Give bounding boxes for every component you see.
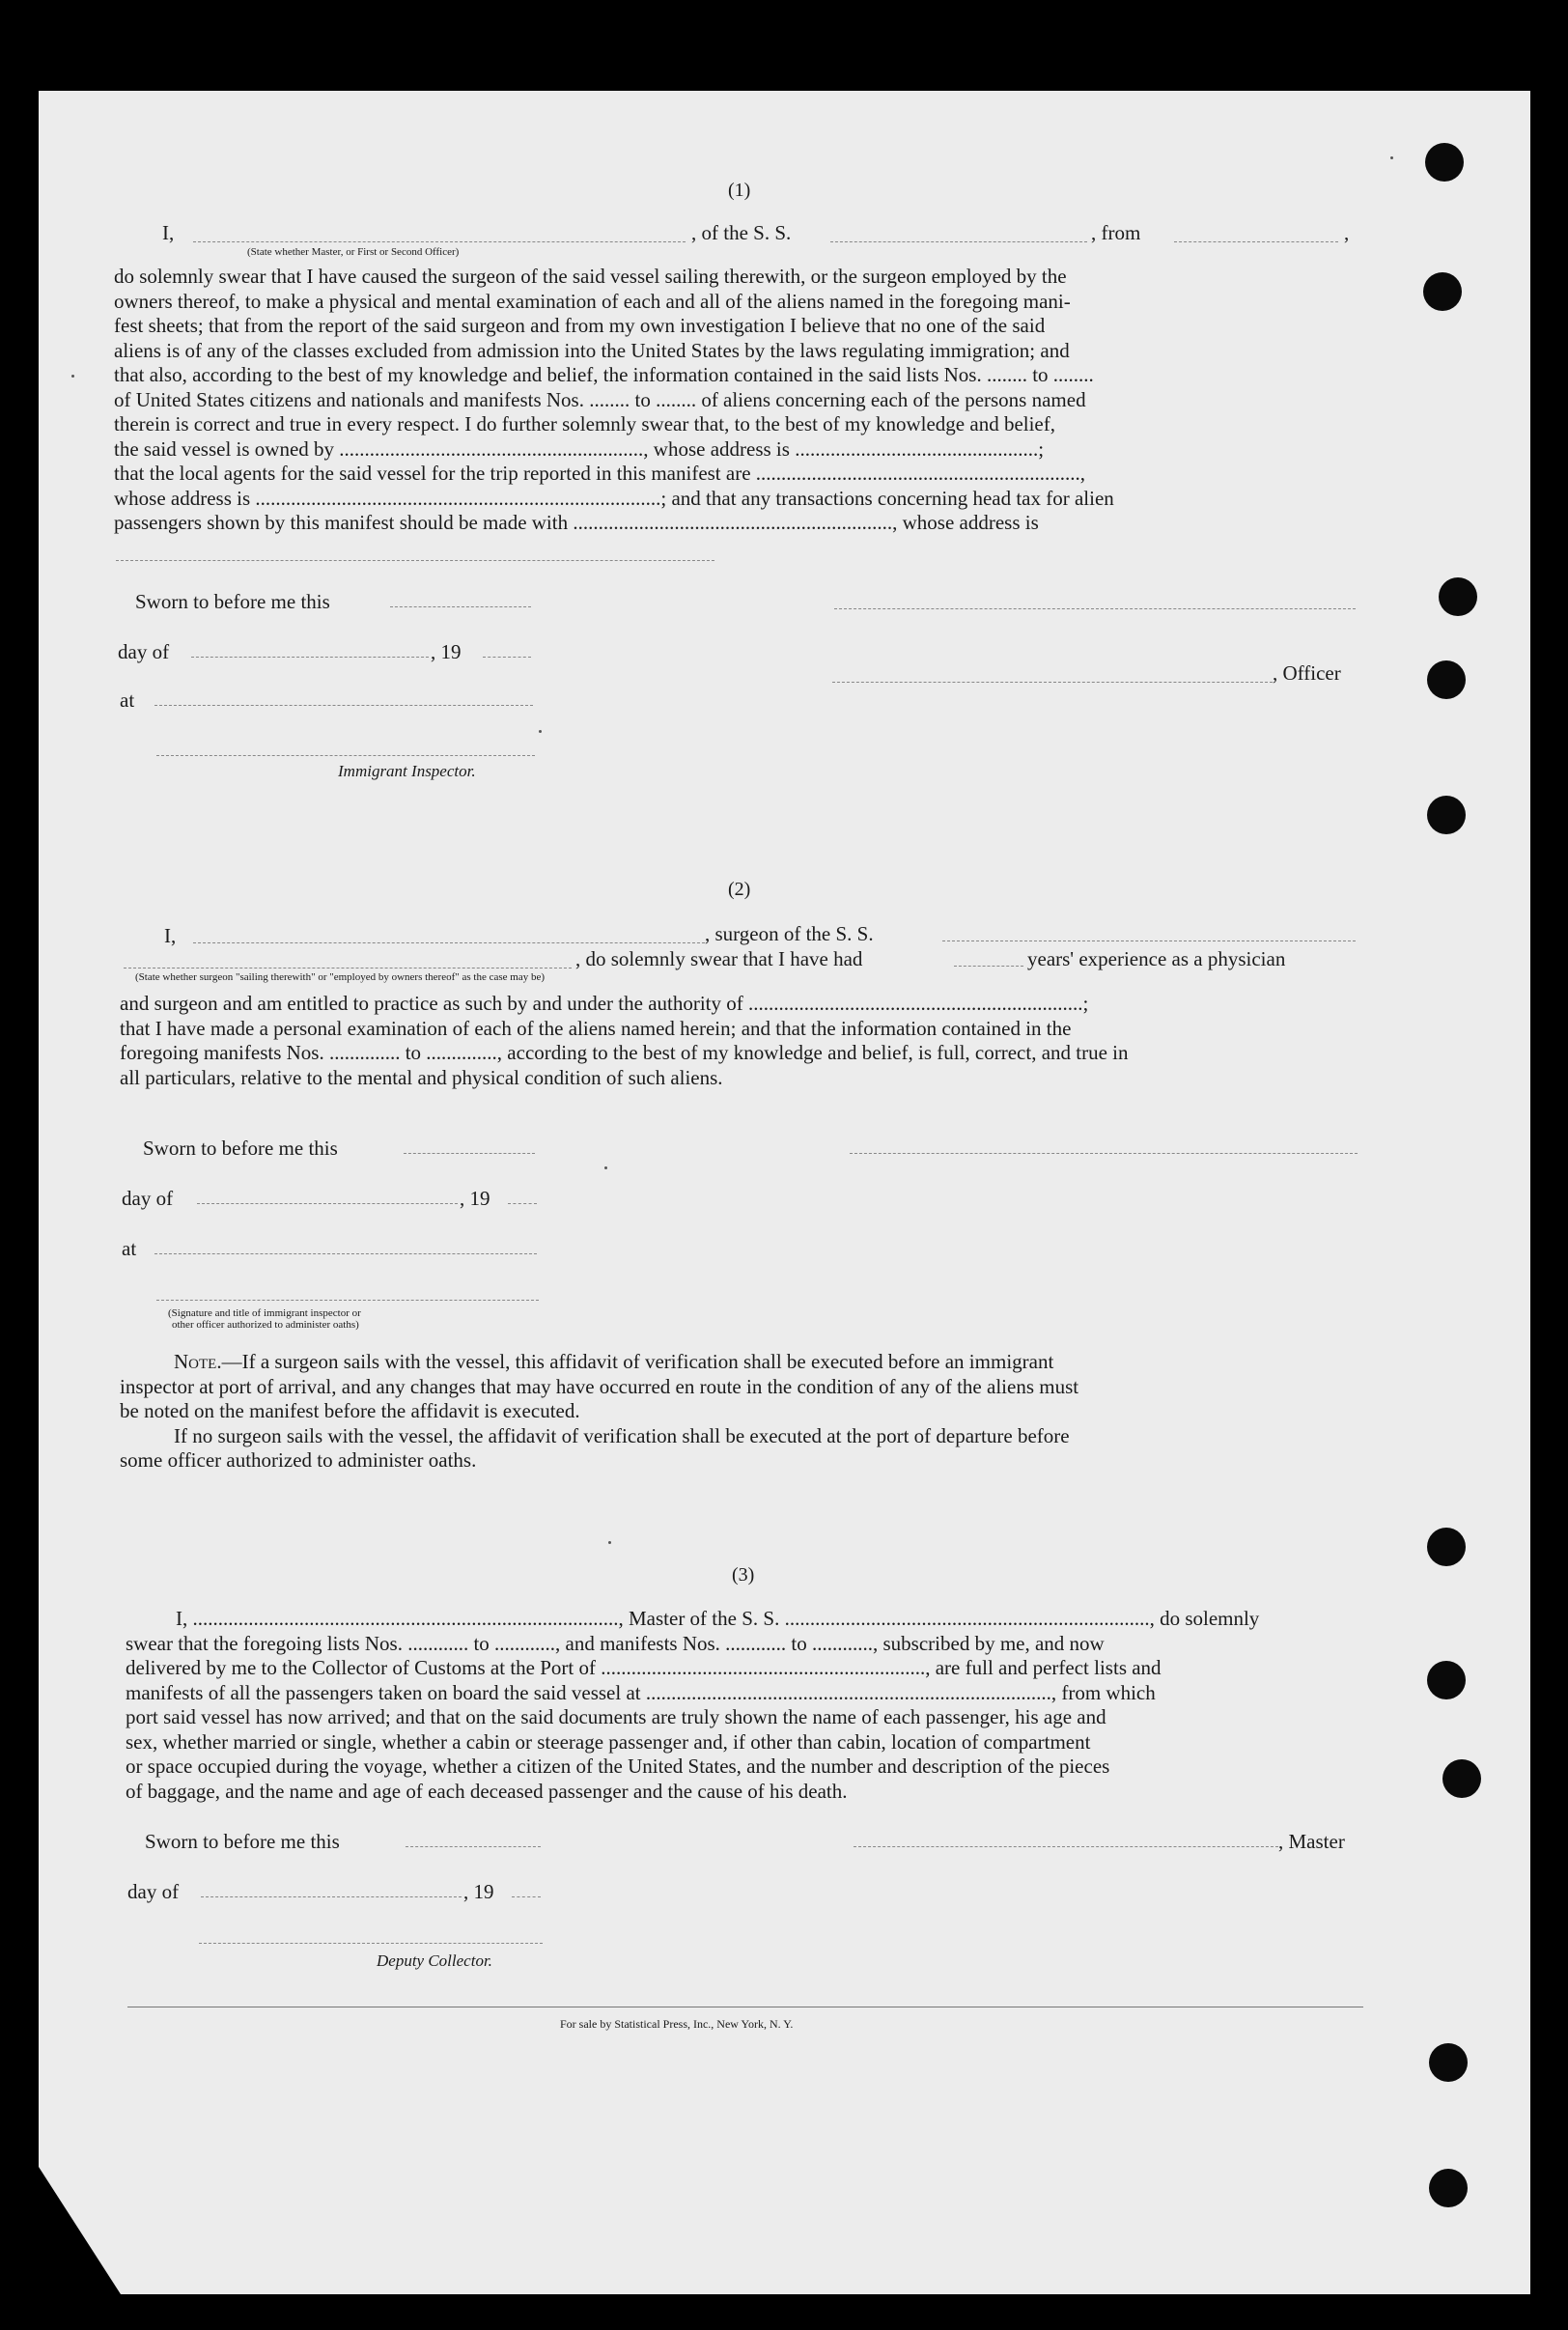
note-text — [120, 1350, 1359, 1474]
sworn-day-field-2[interactable] — [404, 1153, 535, 1154]
oath-line: manifests of all the passengers taken on board the said vessel at ................................................................................, from which — [126, 1680, 1156, 1704]
punch-hole-1 — [1425, 143, 1464, 182]
note-line: be noted on the manifest before the affidavit is executed. — [120, 1399, 580, 1422]
note-line: some officer authorized to administer oaths. — [120, 1448, 477, 1472]
oath-line: that the local agents for the said vessel for the trip reported in this manifest are ................................................................, — [114, 462, 1086, 485]
years-field[interactable] — [954, 966, 1023, 967]
paper-speck — [71, 375, 74, 378]
punch-hole-2 — [1423, 272, 1462, 311]
address-continuation-field[interactable] — [116, 560, 714, 561]
punch-hole-7 — [1427, 1661, 1466, 1699]
section-1-number: (1) — [728, 180, 751, 201]
oath-line: of baggage, and the name and age of each deceased passenger and the cause of his death. — [126, 1779, 848, 1803]
officer-label: , Officer — [1273, 661, 1341, 685]
punch-hole-5 — [1427, 796, 1466, 834]
at-label-1: at — [120, 688, 135, 712]
oath-line: sex, whether married or single, whether a cabin or steerage passenger and, if other than cabin, location of compartment — [126, 1729, 1091, 1754]
years-experience-label: years' experience as a physician — [1027, 947, 1286, 970]
oath-line: port said vessel has now arrived; and that on the said documents are truly shown the name of each passenger, his age and — [126, 1705, 1106, 1728]
month-field-3[interactable] — [201, 1896, 462, 1897]
sworn-label-2: Sworn to before me this — [143, 1137, 338, 1160]
oath-line: do solemnly swear that I have caused the surgeon of the said vessel sailing therewith, or the surgeon employed by the — [114, 265, 1067, 288]
day-of-label-1: day of — [118, 640, 170, 663]
immigrant-inspector-label: Immigrant Inspector. — [338, 762, 476, 780]
inspector-signature-line[interactable] — [156, 755, 535, 756]
note-line: inspector at port of arrival, and any changes that may have occurred en route in the condition of any of the aliens must — [120, 1374, 1079, 1398]
from-label: , from — [1091, 221, 1141, 244]
oath-line: delivered by me to the Collector of Customs at the Port of ................................................................, are full and perfect lists and — [126, 1656, 1162, 1679]
oath-line: owners thereof, to make a physical and mental examination of each and all of the aliens named in the foregoing mani- — [114, 289, 1071, 313]
punch-hole-3 — [1439, 577, 1477, 616]
section-2-oath-text — [120, 992, 1358, 1090]
collector-signature-line[interactable] — [199, 1943, 543, 1944]
section-3-number: (3) — [732, 1564, 755, 1586]
vessel-name-field[interactable] — [830, 241, 1087, 242]
paper-speck — [608, 1541, 611, 1544]
oath-line: foregoing manifests Nos. .............. to .............., according to the best of my knowledge and belief, is full, correct, and true in — [120, 1041, 1129, 1064]
oath-line: I, ...................................................................................., Master of the S. S. ........................................................................, do solemnly — [176, 1607, 1260, 1630]
officer-signature-line-1[interactable] — [834, 608, 1356, 609]
punch-hole-10 — [1429, 2169, 1468, 2207]
sworn-label-1: Sworn to before me this — [135, 590, 330, 613]
section-1-i: I, — [162, 221, 175, 244]
role-hint: (State whether Master, or First or Second Officer) — [247, 246, 460, 258]
day-of-label-2: day of — [122, 1187, 174, 1210]
officer-signature-line-2[interactable] — [832, 682, 1273, 683]
section-2-number: (2) — [728, 879, 751, 900]
place-field-1[interactable] — [154, 705, 533, 706]
year-field-1[interactable] — [483, 657, 531, 658]
of-ss-label: , of the S. S. — [691, 221, 792, 244]
place-field-2[interactable] — [154, 1253, 537, 1254]
surgeon-name-field[interactable] — [193, 942, 705, 943]
master-label: , Master — [1278, 1830, 1345, 1853]
punch-hole-6 — [1427, 1528, 1466, 1566]
year-label-1: , 19 — [431, 640, 462, 663]
officer-name-field[interactable] — [193, 241, 686, 242]
signature-hint-1: (Signature and title of immigrant inspector or — [168, 1307, 361, 1319]
oath-line: all particulars, relative to the mental and physical condition of such aliens. — [120, 1065, 723, 1089]
oath-line: and surgeon and am entitled to practice as such by and under the authority of ..................................................................; — [120, 992, 1089, 1015]
year-field-3[interactable] — [512, 1896, 541, 1897]
section-2-i: I, — [164, 924, 177, 947]
at-label-2: at — [122, 1237, 137, 1260]
oath-line: the said vessel is owned by ............................................................, whose address is ................................................; — [114, 436, 1045, 461]
punch-hole-9 — [1429, 2043, 1468, 2082]
deputy-collector-label: Deputy Collector. — [377, 1951, 492, 1970]
note-line: If no surgeon sails with the vessel, the affidavit of verification shall be executed at the port of departure before — [174, 1423, 1070, 1447]
oath-line: therein is correct and true in every respect. I do further solemnly swear that, to the best of my knowledge and belief, — [114, 412, 1055, 435]
sworn-day-field-1[interactable] — [390, 606, 531, 607]
vessel-name-field-2[interactable] — [942, 940, 1356, 941]
oath-line: or space occupied during the voyage, whether a citizen of the United States, and the number and description of the pieces — [126, 1755, 1110, 1778]
sworn-day-field-3[interactable] — [406, 1846, 541, 1847]
section-3-oath-text — [126, 1607, 1363, 1804]
oath-line: swear that the foregoing lists Nos. ............ to ............, and manifests Nos. ............ to ............, subscribed by me, and now — [126, 1631, 1105, 1655]
day-of-label-3: day of — [127, 1880, 180, 1903]
month-field-2[interactable] — [197, 1203, 458, 1204]
punch-hole-4 — [1427, 660, 1466, 699]
master-signature-line[interactable] — [854, 1846, 1278, 1847]
oath-line: of United States citizens and nationals and manifests Nos. ........ to ........ of aliens concerning each of the persons named — [114, 387, 1086, 411]
signature-hint-2: other officer authorized to administer oaths) — [172, 1319, 359, 1331]
month-field-1[interactable] — [191, 657, 429, 658]
punch-hole-8 — [1442, 1759, 1481, 1798]
section-1-oath-text — [114, 265, 1354, 536]
surgeon-signature-line[interactable] — [850, 1153, 1358, 1154]
paper-speck — [539, 730, 542, 733]
year-label-3: , 19 — [463, 1880, 494, 1903]
oath-line: whose address is ................................................................................; and that any transactions concerning head tax for alien — [114, 486, 1114, 510]
officer-signature-line-3[interactable] — [156, 1300, 539, 1301]
oath-line: passengers shown by this manifest should be made with ..............................................................., whose address is — [114, 511, 1039, 534]
paper-speck — [604, 1166, 607, 1169]
oath-line: fest sheets; that from the report of the said surgeon and from my own investigation I believe that no one of the said — [114, 314, 1046, 337]
note-line-text: —If a surgeon sails with the vessel, this affidavit of verification shall be executed before an immigrant — [221, 1350, 1054, 1373]
note-label: Note. — [174, 1350, 222, 1373]
paper-speck — [1390, 156, 1393, 159]
year-label-2: , 19 — [460, 1187, 490, 1210]
oath-line: that I have made a personal examination of each of the aliens named herein; and that the information contained in the — [120, 1016, 1072, 1040]
year-field-2[interactable] — [508, 1203, 537, 1204]
port-from-field[interactable] — [1174, 241, 1338, 242]
section-1-comma: , — [1344, 221, 1350, 244]
do-solemnly-label: , do solemnly swear that I have had — [575, 947, 863, 970]
footer-printer: For sale by Statistical Press, Inc., New York, N. Y. — [560, 2017, 794, 2031]
note-line-1 — [120, 1350, 1359, 1375]
surgeon-type-hint: (State whether surgeon "sailing therewith" or "employed by owners thereof" as the case may be) — [135, 971, 546, 983]
oath-line: that also, according to the best of my knowledge and belief, the information contained in the said lists Nos. ........ to ........ — [114, 363, 1094, 386]
surgeon-of-label: , surgeon of the S. S. — [705, 922, 874, 945]
oath-line: aliens is of any of the classes excluded from admission into the United States by the laws regulating immigration; and — [114, 338, 1070, 362]
sworn-label-3: Sworn to before me this — [145, 1830, 340, 1853]
